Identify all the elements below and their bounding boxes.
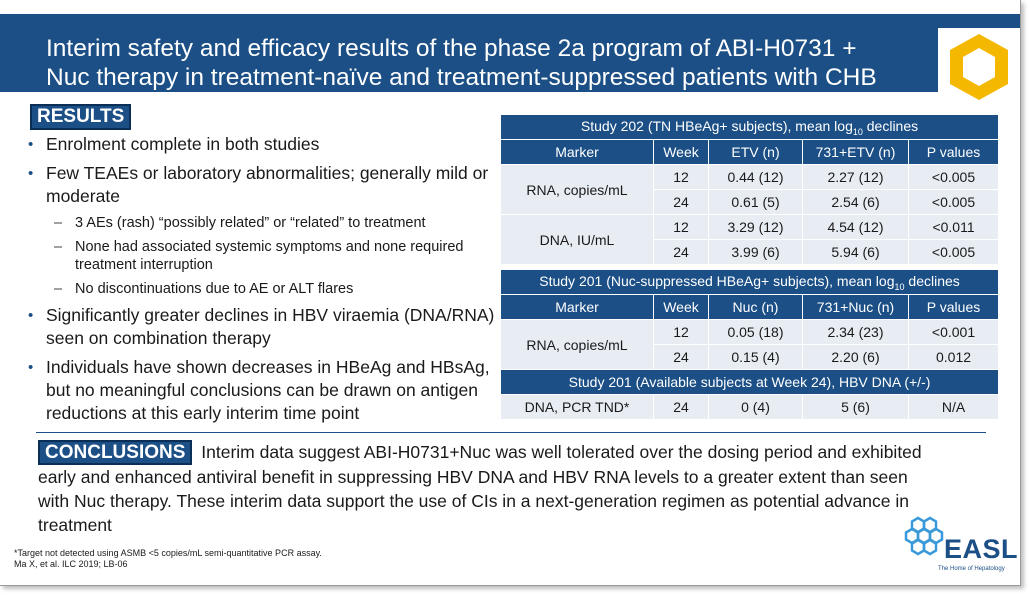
col-p-values: P values [909,295,999,320]
col-marker: Marker [501,140,654,165]
table-row [501,165,999,190]
cell-p-value: <0.005 [909,165,999,190]
cell-731-etv: 2.27 (12) [803,165,909,190]
section-divider [36,432,986,433]
cell-p-value: 0.012 [909,345,999,370]
cell-week: 24 [654,190,709,215]
conclusions-text: Interim data suggest ABI-H0731+Nuc was well tolerated over the dosing period and exhibited early and enhanced antiviral benefit in suppressing HBV DNA and HBV RNA levels to a greater extent than seen with Nuc therapy. These interim data support the use of CIs in a next-generation regimen as potential advance in treatment [38,442,922,535]
bullet-teaes: • Few TEAEs or laboratory abnormalities; generally mild or moderate [26,162,496,208]
study-201-header [501,270,999,295]
results-bullets [26,133,496,431]
study-202-column-headers [501,140,999,165]
cell-p-value: <0.001 [909,320,999,345]
cell-etv: 3.29 (12) [709,215,803,240]
footnote [14,548,322,570]
bullet-enrolment: • Enrolment complete in both studies [26,133,496,156]
dna-marker-202: DNA, IU/mL [501,215,654,265]
conclusions-heading: CONCLUSIONS [38,440,192,465]
sub-bullet-systemic: – None had associated systemic symptoms and none required treatment interruption [26,238,496,274]
title-banner [0,14,1020,92]
results-table [500,114,999,420]
col-week: Week [654,140,709,165]
col-etv: ETV (n) [709,140,803,165]
study-202-title-sub: 10 [852,126,863,137]
study-201b-header [501,370,999,395]
sub-bullet-discontinuations: – No discontinuations due to AE or ALT flares [26,280,496,298]
study-201-title-text: Study 201 (Nuc-suppressed HBeAg+ subjects), mean log [539,272,895,289]
cell-etv: 0.61 (5) [709,190,803,215]
cell-nuc: 0.05 (18) [709,320,803,345]
cell-731-nuc: 2.20 (6) [803,345,909,370]
table-row [501,215,999,240]
cell-p-value: <0.005 [909,240,999,265]
col-marker: Marker [501,295,654,320]
conclusions-block [38,440,938,537]
bullet-declines: • Significantly greater declines in HBV viraemia (DNA/RNA) seen on combination therapy [26,304,496,350]
cell-etv: 3.99 (6) [709,240,803,265]
study-201-title-sub: 10 [894,281,905,292]
col-731-nuc: 731+Nuc (n) [803,295,909,320]
easl-tagline: The Home of Hepatology [938,566,1005,572]
cell-p-value: N/A [909,395,999,420]
col-731-etv: 731+ETV (n) [803,140,909,165]
study-202-title-text: Study 202 (TN HBeAg+ subjects), mean log [580,117,853,134]
easl-logo [900,510,1019,576]
col-nuc: Nuc (n) [709,295,803,320]
easl-wordmark: EASL [944,534,1019,564]
title-line-1: Interim safety and efficacy results of the phase 2a program of ABI-H0731 + [46,35,857,62]
cell-marker: DNA, PCR TND* [501,395,654,420]
cell-week: 12 [654,215,709,240]
col-p-values: P values [909,140,999,165]
cell-nuc: 0 (4) [709,395,803,420]
cell-731-etv: 2.54 (6) [803,190,909,215]
title-line-2: Nuc therapy in treatment-naïve and treatment-suppressed patients with CHB [46,64,877,91]
study-201-title-suffix: declines [904,272,960,289]
footnote-tnd: *Target not detected using ASMB <5 copies/mL semi-quantitative PCR assay. [14,548,322,558]
cell-week: 24 [654,240,709,265]
study-201-title [501,270,999,295]
study-201-column-headers [501,295,999,320]
cell-731-nuc: 5 (6) [803,395,909,420]
hexagon-logo-icon [938,28,1020,106]
cell-p-value: <0.005 [909,190,999,215]
table-row [501,320,999,345]
table-row [501,395,999,420]
cell-p-value: <0.011 [909,215,999,240]
col-week: Week [654,295,709,320]
bullet-antigens: • Individuals have shown decreases in HBeAg and HBsAg, but no meaningful conclusions can be drawn on antigen reductions at this early interim time point [26,356,496,425]
cell-week: 12 [654,165,709,190]
cell-731-etv: 5.94 (6) [803,240,909,265]
cell-nuc: 0.15 (4) [709,345,803,370]
cell-etv: 0.44 (12) [709,165,803,190]
cell-731-nuc: 2.34 (23) [803,320,909,345]
study-201b-title: Study 201 (Available subjects at Week 24), HBV DNA (+/-) [501,370,999,395]
cell-week: 24 [654,345,709,370]
study-202-title [501,115,999,140]
cell-731-etv: 4.54 (12) [803,215,909,240]
footnote-reference: Ma X, et al. ILC 2019; LB-06 [14,559,128,569]
rna-marker-201: RNA, copies/mL [501,320,654,370]
sub-bullet-rash: – 3 AEs (rash) “possibly related” or “related” to treatment [26,214,496,232]
cell-week: 24 [654,395,709,420]
study-202-header [501,115,999,140]
study-202-title-suffix: declines [862,117,919,134]
easl-hex-cluster-icon [900,514,950,564]
results-heading: RESULTS [30,104,131,130]
cell-week: 12 [654,320,709,345]
slide-title [46,34,926,92]
rna-marker-202: RNA, copies/mL [501,165,654,215]
